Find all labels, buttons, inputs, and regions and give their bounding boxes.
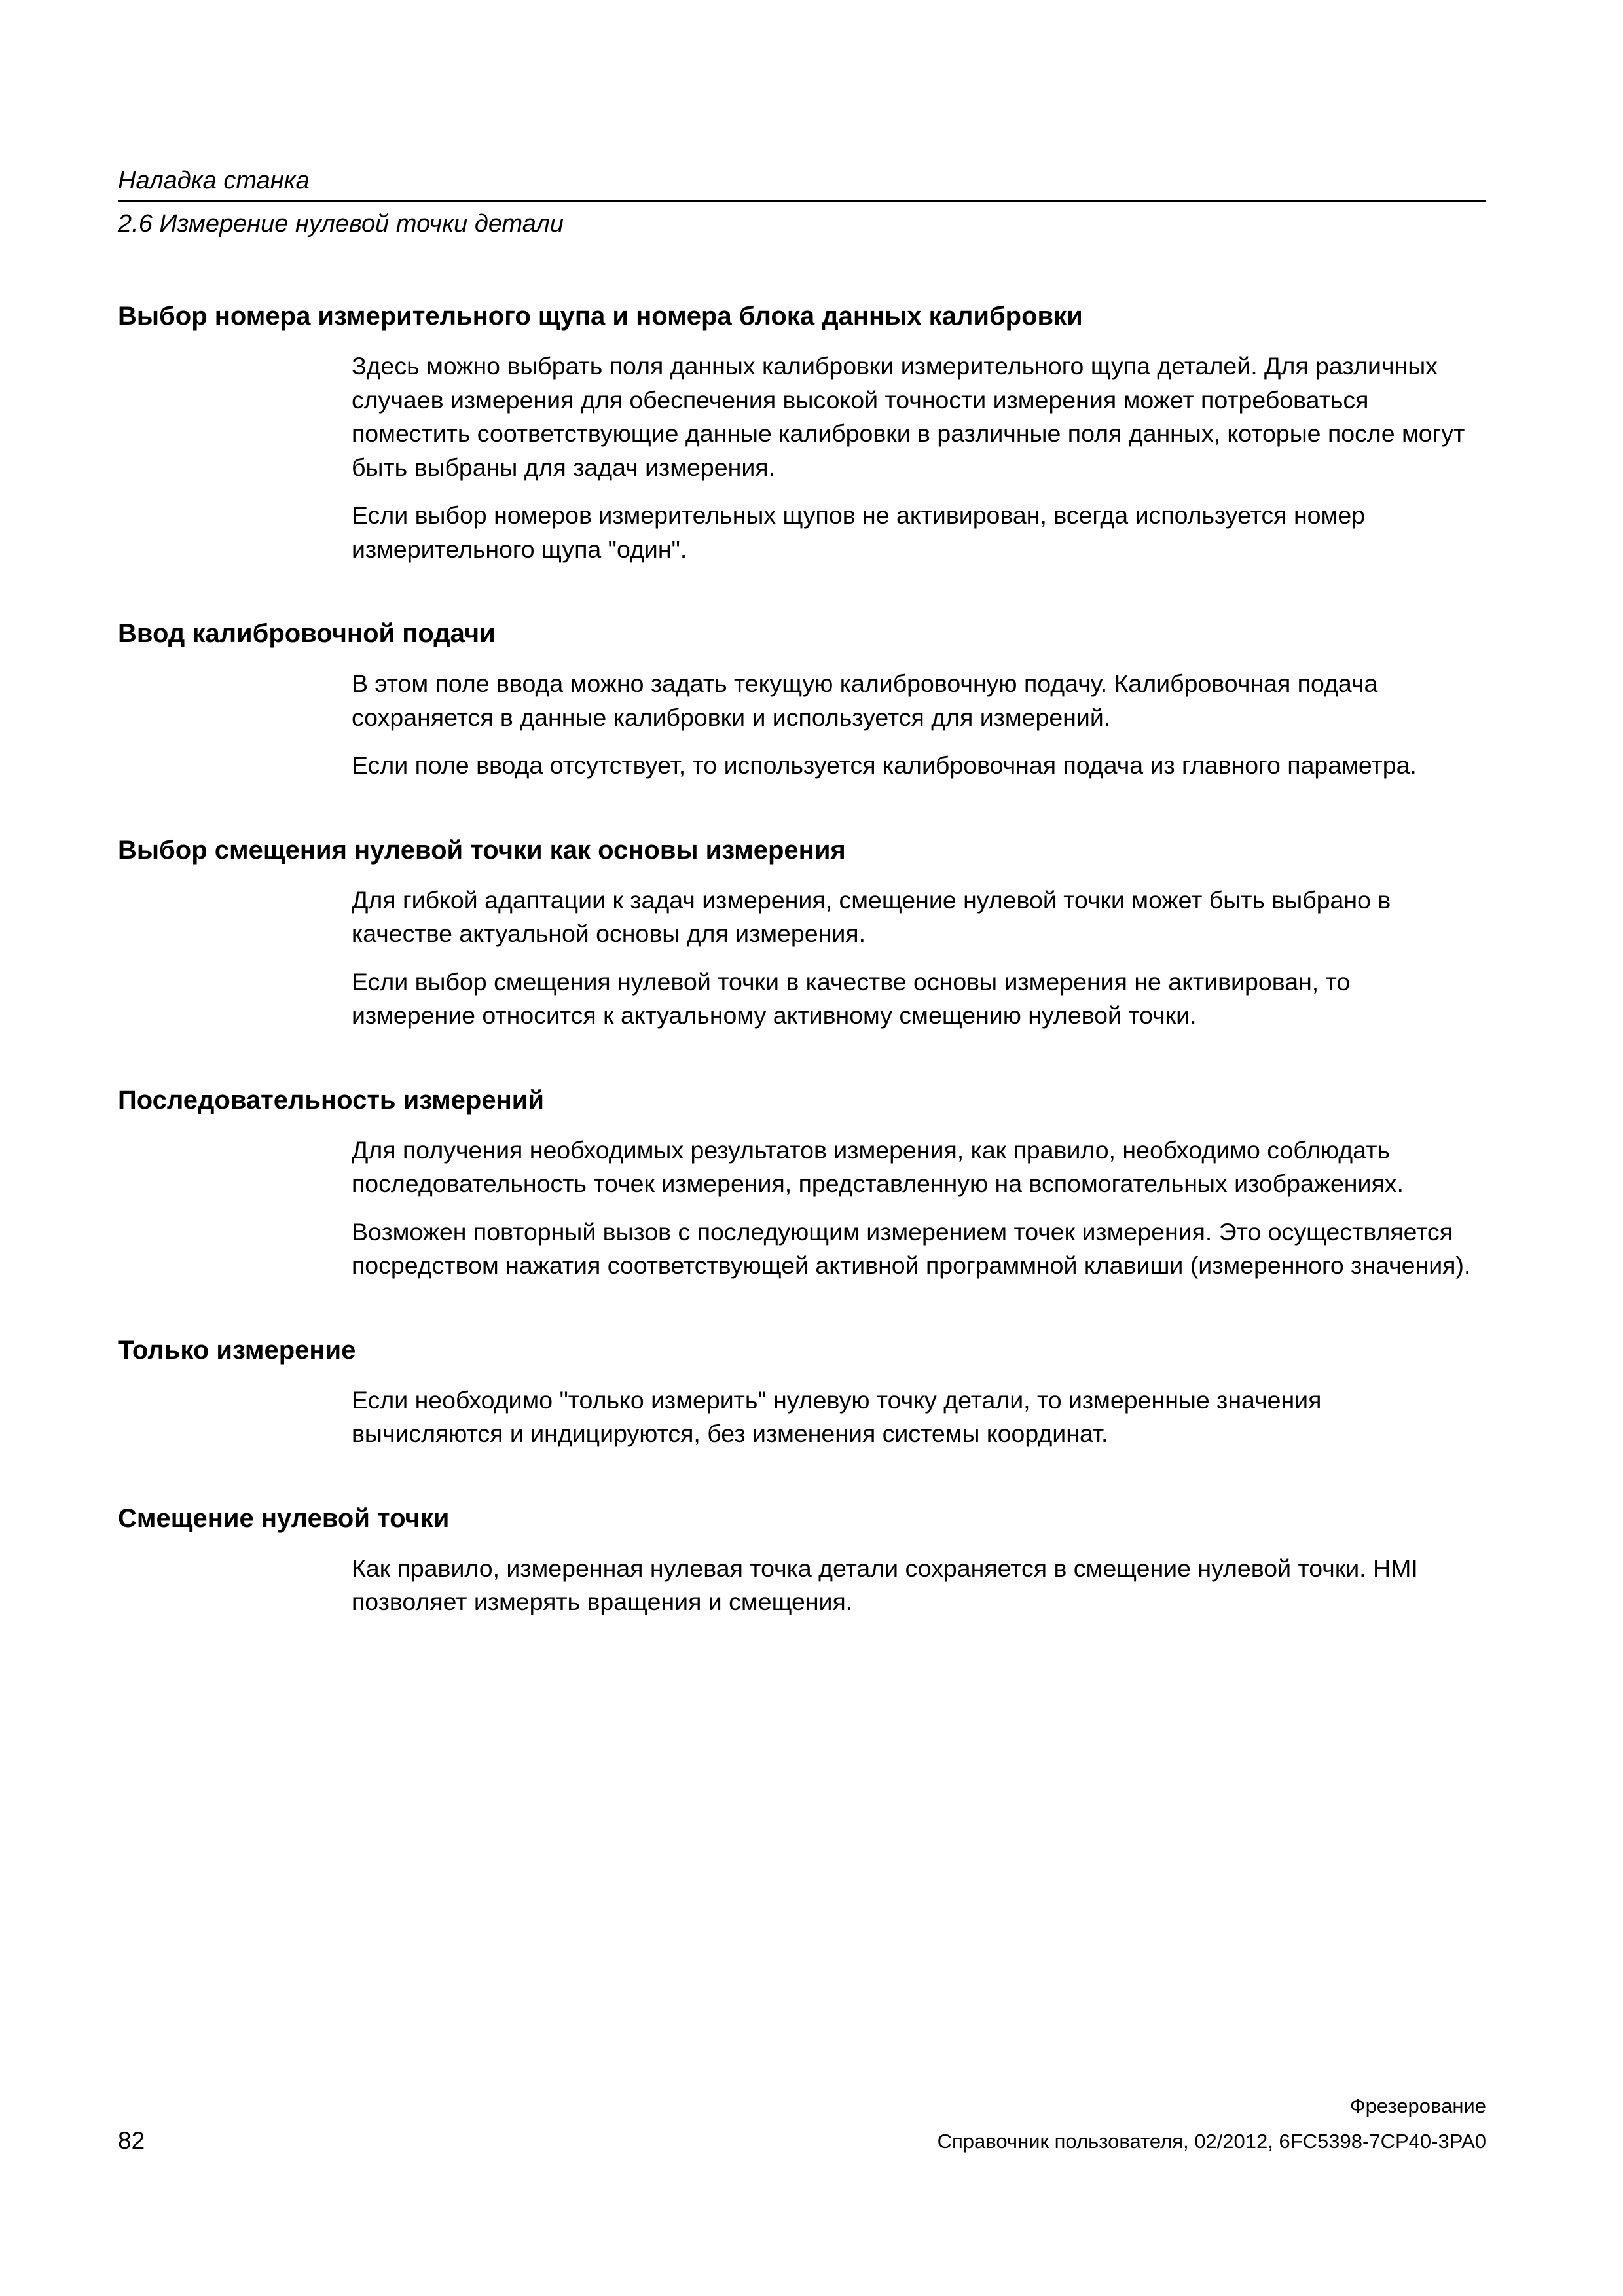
paragraph: В этом поле ввода можно задать текущую калибровочную подачу. Калибровочная подача сохраняется в данные калибровки и используется для измерений. [352, 670, 1378, 731]
paragraph: Возможен повторный вызов с последующим измерением точек измерения. Это осуществляется посредством нажатия соответствующей активной программной клавиши (измеренного значения). [352, 1217, 1471, 1279]
paragraph: Если выбор смещения нулевой точки в качестве основы измерения не активирован, то измерение относится к актуальному активному смещению нулевой точки. [352, 967, 1351, 1029]
section-body [352, 884, 1478, 1033]
section-heading: Выбор номера измерительного щупа и номера блока данных калибровки [118, 302, 1083, 331]
section-heading: Последовательность измерений [118, 1085, 544, 1115]
section-probe-number [118, 300, 1486, 566]
paragraph: Как правило, измеренная нулевая точка детали сохраняется в смещение нулевой точки. HMI позволяет измерять вращения и смещения. [352, 1554, 1418, 1615]
paragraph: Если необходимо "только измерить" нулевую точку детали, то измеренные значения вычисляются и индицируются, без изменения системы координат. [352, 1386, 1322, 1447]
section-measure-only [118, 1334, 1486, 1451]
section-heading: Смещение нулевой точки [118, 1503, 450, 1533]
section-heading: Только измерение [118, 1335, 356, 1365]
paragraph: Здесь можно выбрать поля данных калибровки измерительного щупа деталей. Для различных случаев измерения для обеспечения высокой точности измерения может потребоваться поместить соответствующие данные калибровки в различные поля данных, которые после могут быть выбраны для задач измерения. [352, 352, 1465, 481]
section-zero-offset [118, 1502, 1486, 1619]
page-number: 82 [118, 2127, 145, 2154]
footer-manual-info: Справочник пользователя, 02/2012, 6FC5398-7CP40-3PA0 [937, 2130, 1486, 2153]
footer-series: Фрезерование [1350, 2094, 1486, 2117]
section-body [352, 1134, 1478, 1283]
paragraph: Если поле ввода отсутствует, то используется калибровочная подача из главного параметра. [352, 751, 1417, 779]
running-header [118, 165, 1486, 240]
section-zero-offset-basis [118, 834, 1486, 1033]
main-content [118, 300, 1486, 1634]
paragraph: Для получения необходимых результатов измерения, как правило, необходимо соблюдать последовательность точек измерения, представленную на вспомогательных изображениях. [352, 1136, 1404, 1197]
section-body [352, 1552, 1478, 1619]
section-heading: Ввод калибровочной подачи [118, 619, 496, 648]
section-body [352, 667, 1478, 783]
section-heading: Выбор смещения нулевой точки как основы измерения [118, 835, 846, 865]
section-body [352, 1384, 1478, 1451]
section-body [352, 350, 1478, 566]
section-calibration-feed [118, 617, 1486, 783]
section-measurement-sequence [118, 1084, 1486, 1283]
section-title: 2.6 Измерение нулевой точки детали [118, 210, 564, 238]
paragraph: Если выбор номеров измерительных щупов не активирован, всегда используется номер измерительного щупа "один". [352, 501, 1366, 563]
chapter-title: Наладка станка [118, 165, 1486, 202]
paragraph: Для гибкой адаптации к задач измерения, смещение нулевой точки может быть выбрано в качестве актуальной основы для измерения. [352, 886, 1391, 947]
